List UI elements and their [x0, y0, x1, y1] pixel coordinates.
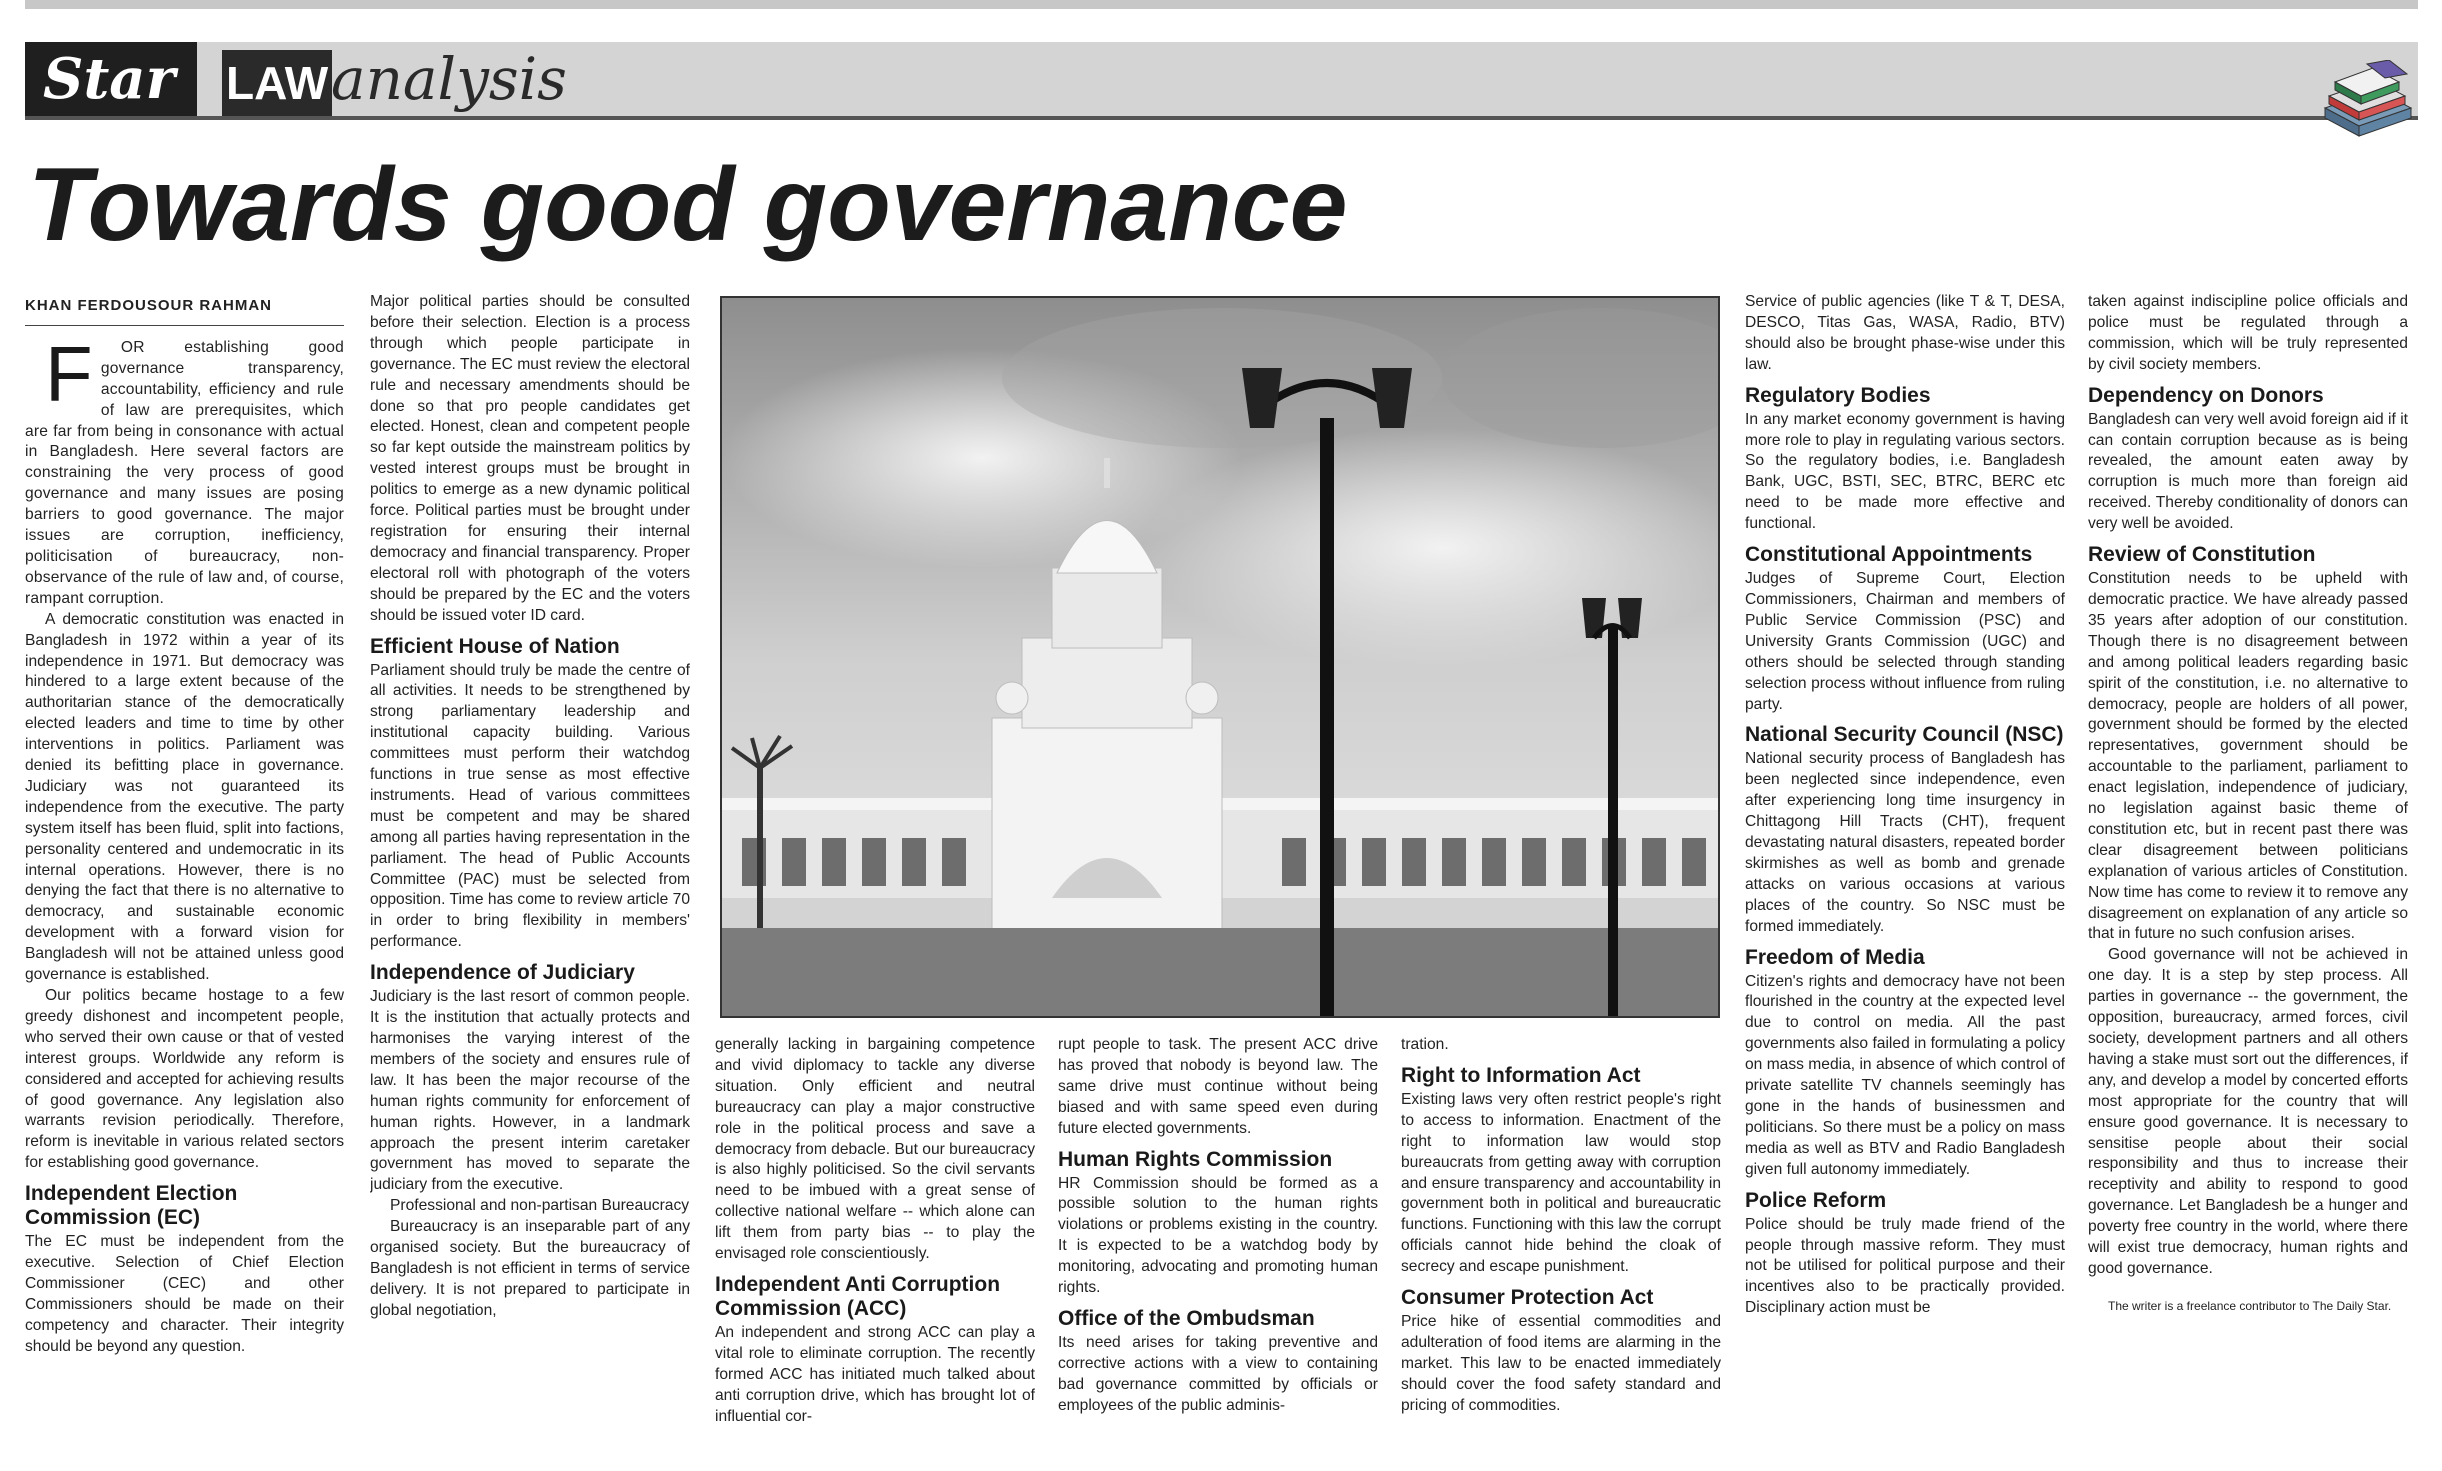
star-logo: Star: [25, 42, 197, 116]
subhead-human-rights: Human Rights Commission: [1058, 1147, 1333, 1171]
paragraph: Service of public agencies (like T & T, DESA, DESCO, Titas Gas, WASA, Radio, BTV) should also be brought phase-wise under this law.: [1745, 293, 2065, 373]
intro-text: OR establishing good governance transparency, accountability, efficiency and rule of law are prerequisites, which are far from being in consonance with actual in Bangladesh. Here several factors are constraining the very process of good governance and many issues are posing barriers to good governance. The major issues are corruption, inefficiency, politicisation of bureaucracy, non-observance of the rule of law and, of course, rampant corruption.: [25, 338, 344, 607]
section-analysis-label: analysis: [331, 45, 567, 113]
subhead-constitutional-appointments: Constitutional Appointments: [1745, 543, 2033, 567]
paragraph: Bangladesh can very well avoid foreign aid if it can contain corruption because as is being revealed, the amount eaten away by corruption is much more than foreign aid received. Thereby conditionality of donors can very well be avoided.: [2088, 410, 2408, 533]
paragraph: HR Commission should be formed as a possible solution to the human rights violations or problems existing in the country. It is expected to be a watchdog body by monitoring, advocating and promoting human rights.: [1058, 1174, 1378, 1297]
paragraph: Judges of Supreme Court, Election Commissioners, Chairman and members of Public Service Commission (PSC) and University Grants Commission (UGC) and others should be selected through standing selection process without influence from ruling party.: [1745, 570, 2065, 713]
paragraph: Its need arises for taking preventive and corrective actions with a view to containing bad governance committed by officials or employees of the public adminis-: [1058, 1333, 1378, 1414]
subhead-ombudsman: Office of the Ombudsman: [1058, 1306, 1315, 1330]
intro-paragraph: [25, 329, 344, 610]
subhead-election-commission: Independent Election Commission (EC): [25, 1182, 238, 1230]
paragraph: Judiciary is the last resort of common people. It is the institution that actually protects and harmonises the varying interest of the members of the society and ensures rule of law. It has been the major recourse of the human rights community for enforcement of human rights. However, in a landmark approach the present interim caretaker government has moved to separate the judiciary from the executive.: [370, 988, 690, 1194]
masthead: [25, 42, 2418, 116]
paragraph: Major political parties should be consulted before their selection. Election is a process through which people participate in governance. The EC must review the electoral rule and necessary amendments should be done so that pro people candidates get elected. Honest, clean and competent people so far kept outside the mainstream politics by vested interest groups must be brought in politics to emerge as a new dynamic political force. Political parties must be brought under registration for ensuring their internal democracy and financial transparency. Proper electoral roll with photograph of the voters should be prepared by the EC and the voters should be issued voter ID card.: [370, 293, 690, 624]
paragraph: generally lacking in bargaining competence and vivid diplomacy to tackle any diverse situation. Only efficient and neutral bureaucracy can play a major constructive role in the political process and save a democracy from debacle. But our bureaucracy is also highly politicised. So the civil servants need to be imbued with a great sense of collective national welfare -- which alone can lift them from party bias -- to play the envisaged role conscientiously.: [715, 1036, 1035, 1263]
paragraph: rupt people to task. The present ACC drive has proved that nobody is beyond law. The same drive must continue without being biased and with same speed even during future elected governments.: [1058, 1036, 1378, 1137]
paragraph: The EC must be independent from the executive. Selection of Chief Election Commissioner (CEC) and other Commissioners should be made on their competency and character. Their integrity should be beyond any question.: [25, 1233, 344, 1355]
article-column-4: [1058, 1035, 1378, 1466]
subhead-judiciary: Independence of Judiciary: [370, 961, 635, 985]
section-band: [197, 42, 2418, 116]
subhead-freedom-of-media: Freedom of Media: [1745, 945, 1925, 969]
paragraph: Price hike of essential commodities and adulteration of food items are alarming in the market. This law to be enacted immediately should cover the food safety standard and pricing of commodities.: [1401, 1313, 1721, 1414]
subhead-right-to-information: Right to Information Act: [1401, 1063, 1641, 1087]
paragraph: An independent and strong ACC can play a vital role to eliminate corruption. The recently formed ACC has initiated much talked about anti corruption drive, which has brought lot of influential cor-: [715, 1323, 1035, 1425]
paragraph: Parliament should truly be made the centre of all activities. It needs to be strengthened by strong parliamentary leadership and institutional capacity building. Various committees must perform their watchdog functions in true sense as most effective instruments. Head of various committees must be competent and may be shared among all parties having representation in the parliament. The head of Public Accounts Committee (PAC) must be selected from opposition. Time has come to review article 70 in order to bring flexibility in members' performance.: [370, 661, 690, 951]
paragraph: Bureaucracy is an inseparable part of any organised society. But the bureaucracy of Bangladesh is not efficient in terms of service delivery. It is not prepared to participate in global negotiation,: [370, 1218, 690, 1319]
stacked-books-icon: [2315, 60, 2415, 150]
subhead-acc: Independent Anti Corruption Commission (ACC): [715, 1272, 1001, 1320]
article-column-5: [1401, 1035, 1721, 1466]
paragraph: taken against indiscipline police officials and police must be regulated through a commission, which will be truly represented by civil society members.: [2088, 293, 2408, 373]
article-headline: Towards good governance: [28, 147, 1348, 263]
paragraph: A democratic constitution was enacted in Bangladesh in 1972 within a year of its independence in 1971. But democracy was hindered to a large extent because of the authoritarian stance of the democratically elected leaders and time to time by other interventions in politics. Parliament was denied its befitting place in governance. Judiciary was not guaranteed its independence from the executive. The party system itself has been fluid, split into factions, personality centered and undemocratic in its internal operations. However, there is no denying the fact that there is no alternative to democracy, and sustainable economic development with a forward vision for Bangladesh will not be attained unless good governance is established.: [25, 610, 344, 984]
article-column-1: [25, 296, 344, 1466]
paragraph: tration.: [1401, 1036, 1449, 1053]
masthead-rule: [25, 116, 2418, 120]
subhead-dependency-on-donors: Dependency on Donors: [2088, 383, 2324, 407]
paragraph: Existing laws very often restrict people's right to access to information. Enactment of the right to information law would stop bureaucrats from getting away with corruption and ensure transparency and accountability in government both in political and bureaucratic functions. Functioning with this law the corrupt officials cannot hide behind the cloak of secrecy and escape punishment.: [1401, 1090, 1721, 1276]
subhead-national-security-council: National Security Council (NSC): [1745, 723, 2064, 747]
subhead-consumer-protection: Consumer Protection Act: [1401, 1286, 1654, 1310]
paragraph: Citizen's rights and democracy have not been flourished in the country at the expected level due to control on media. All the past governments also failed in formulating a policy on mass media, in absence of which control of private satellite TV channels seemingly has gone in the hands of businessmen and politicians. So there must be a policy on mass media as well as BTV and Radio Bangladesh given full autonomy immediately.: [1745, 972, 2065, 1178]
writer-credit: The writer is a freelance contributor to The Daily Star.: [2108, 1298, 2392, 1313]
article-column-2: [370, 292, 690, 1466]
article-column-6: [1745, 292, 2065, 1466]
subhead-review-of-constitution: Review of Constitution: [2088, 543, 2316, 567]
paragraph-bureaucracy-title: Professional and non-partisan Bureaucracy: [390, 1197, 690, 1215]
top-rule: [25, 0, 2418, 9]
subhead-police-reform: Police Reform: [1745, 1188, 1887, 1212]
section-law-label: LAW: [222, 50, 332, 116]
drop-cap: F: [45, 329, 93, 418]
article-column-7: [2088, 292, 2408, 1466]
byline: KHAN FERDOUSOUR RAHMAN: [25, 296, 344, 326]
paragraph: In any market economy government is having more role to play in regulating various sectors. So the regulatory bodies, i.e. Bangladesh Bank, UGC, BSTI, SEC, BTRC, BERC etc need to be made more effective and functional.: [1745, 410, 2065, 533]
paragraph: Our politics became hostage to a few greedy dishonest and incompetent people, who served their own cause or that of vested interest groups. Worldwide any reform is considered and accepted for achieving results of good governance. Any legislation also warrants revision periodically. Therefore, reform is inevitable in various related sectors for establishing good governance.: [25, 987, 344, 1172]
paragraph: National security process of Bangladesh has been neglected since independence, even after experiencing long time insurgency in Chittagong Hill Tracts (CHT), frequent devastating natural disasters, repeated border skirmishes as well as bomb and grenade attacks on various occasions at various places of the country. So NSC must be formed immediately.: [1745, 750, 2065, 935]
subhead-regulatory-bodies: Regulatory Bodies: [1745, 383, 1931, 407]
article-column-3: [715, 1035, 1035, 1466]
paragraph: Good governance will not be achieved in one day. It is a step by step process. All parties in governance -- the government, the opposition, bureaucracy, armed forces, civil society, development partners and all others having a stake must sort out the differences, if any, and develop a model by concerted efforts most appropriate for the country that will ensure good governance. It is necessary to sensitise people about their social responsibility and thus to increase their receptivity and ability to respond to good governance. Let Bangladesh be a hunger and poverty free country in the world, where there will exist true democracy, human rights and good governance.: [2088, 946, 2408, 1277]
subhead-house-of-nation: Efficient House of Nation: [370, 634, 620, 658]
courthouse-photo: [720, 296, 1720, 1018]
paragraph: Police should be truly made friend of the people through massive reform. They must not be utilised for political purpose and their incentives also to be practically provided. Disciplinary action must be: [1745, 1215, 2065, 1317]
paragraph: Constitution needs to be upheld with democratic practice. We have already passed 35 years after adoption of our constitution. Though there is no disagreement between and among political leaders regarding basic spirit of the constitution, i.e. no alternative to democracy, people are holders of all power, government should be formed by the elected representatives, government should be accountable to the parliament, parliament to enact legislation, independence of judiciary, no legislation against basic theme of constitution etc, but in recent past there was clear disagreement between politicians explanation of various articles of Constitution. Now time has come to review it to remove any disagreement on explanation of any article so that in future no such confusion arises.: [2088, 570, 2408, 943]
courthouse-with-street-lamps-photo: [722, 298, 1720, 1018]
